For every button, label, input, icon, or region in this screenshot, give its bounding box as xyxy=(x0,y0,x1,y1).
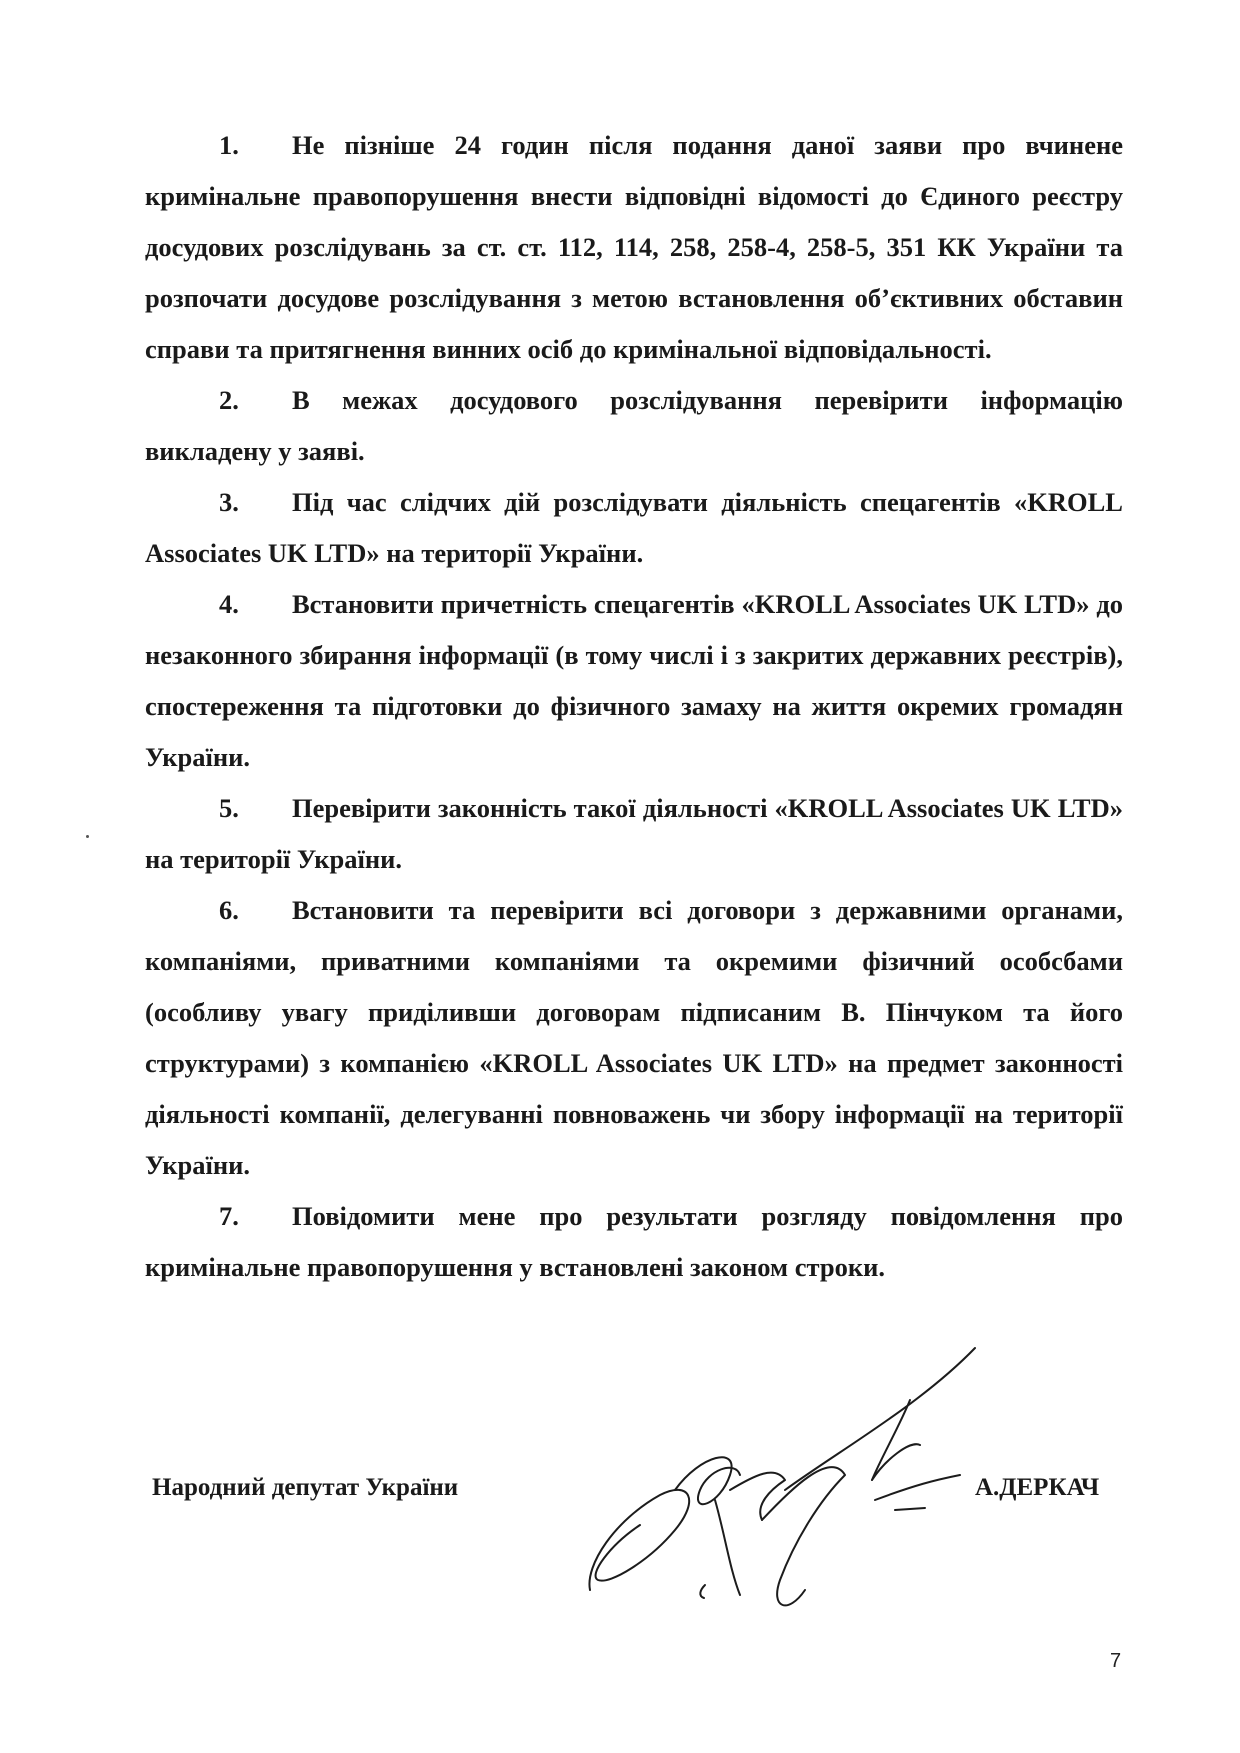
item-text: Встановити та перевірити всі договори з державними органами, компаніями, приватними компаніями та окремими фізичний особсбами (особливу увагу приділивши договорам підписаним В. Пінчуком та його структурами) з компанією «KROLL Associates UK LTD» на предмет законності діяльності компанії, делегуванні повноважень чи збору інформації на території України. xyxy=(145,895,1123,1180)
page-number: 7 xyxy=(1110,1650,1122,1672)
item-text: Перевірити законність такої діяльності «KROLL Associates UK LTD» на території України. xyxy=(145,793,1123,874)
item-text: Не пізніше 24 годин після подання даної заяви про вчинене кримінальне правопорушення внести відповідні відомості до Єдиного реєстру досудових розслідувань за ст. ст. 112, 114, 258, 258-4, 258-5, 351 КК України та розпочати досудове розслідування з метою встановлення об’єктивних обставин справи та притягнення винних осіб до кримінальної відповідальності. xyxy=(145,130,1123,364)
item-text: В межах досудового розслідування перевірити інформацію викладену у заяві. xyxy=(145,385,1123,466)
item-text: Встановити причетність спецагентів «KROLL Associates UK LTD» до незаконного збирання інформації (в тому числі і з закритих державних реєстрів), спостереження та підготовки до фізичного замаху на життя окремих громадян України. xyxy=(145,589,1123,772)
item-number: 3. xyxy=(219,487,239,517)
item-text: Під час слідчих дій розслідувати діяльність спецагентів «KROLL Associates UK LTD» на території України. xyxy=(145,487,1123,568)
item-number: 2. xyxy=(219,385,239,415)
signatory-name: А.ДЕРКАЧ xyxy=(975,1474,1100,1501)
item-number: 1. xyxy=(219,130,239,160)
signatory-title: Народний депутат України xyxy=(152,1474,459,1501)
item-number: 5. xyxy=(219,793,239,823)
item-number: 4. xyxy=(219,589,239,619)
item-number: 6. xyxy=(219,895,239,925)
scan-speck xyxy=(86,835,89,838)
item-number: 7. xyxy=(219,1201,239,1231)
item-text: Повідомити мене про результати розгляду повідомлення про кримінальне правопорушення у встановлені законом строки. xyxy=(145,1201,1123,1282)
